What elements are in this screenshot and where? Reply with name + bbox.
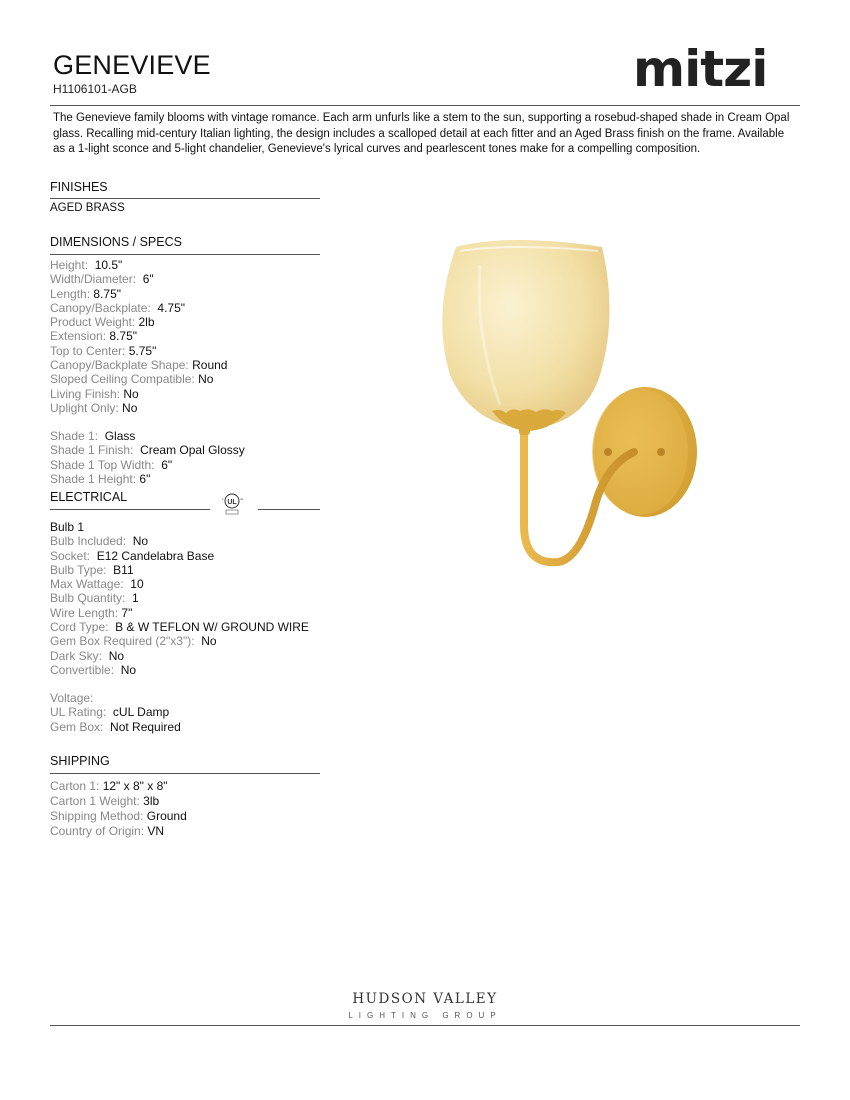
- spec-label: Dark Sky:: [50, 648, 103, 663]
- spec-row-width: [50, 272, 350, 286]
- spec-row-sloped-ceiling: [50, 372, 350, 386]
- voltage-specs: [50, 691, 350, 734]
- spec-row-ul-rating: [50, 705, 350, 719]
- svg-text:UL: UL: [227, 499, 237, 506]
- spec-label: Bulb Included:: [50, 534, 127, 549]
- spec-row-socket: [50, 549, 350, 563]
- spec-value: No: [108, 648, 125, 663]
- spec-row-canopy-shape: [50, 358, 350, 372]
- dimensions-divider: [50, 254, 320, 255]
- spec-row-height: [50, 258, 350, 272]
- spec-row-weight: [50, 315, 350, 329]
- finishes-heading: FINISHES: [50, 180, 108, 194]
- spec-value: cUL Damp: [112, 705, 170, 720]
- spec-value: Cream Opal Glossy: [140, 443, 245, 458]
- spec-value: VN: [147, 824, 165, 838]
- spec-label: Carton 1 Weight:: [50, 794, 140, 808]
- spec-value: No: [198, 372, 214, 387]
- mounting-screw-right: [657, 448, 665, 456]
- spec-label: Bulb Quantity:: [50, 591, 126, 606]
- footer-brand: HUDSON VALLEY: [352, 991, 498, 1007]
- spec-value: 6": [161, 457, 173, 472]
- shipping-heading: SHIPPING: [50, 754, 110, 768]
- spec-label: Shade 1 Height:: [50, 471, 137, 486]
- spec-row-max-wattage: [50, 577, 350, 591]
- spec-label: UL Rating:: [50, 705, 107, 720]
- spec-value: B11: [113, 562, 134, 577]
- product-title: GENEVIEVE: [53, 50, 211, 80]
- spec-row-uplight-only: [50, 401, 350, 415]
- shipping-divider: [50, 773, 320, 774]
- product-description: The Genevieve family blooms with vintage romance. Each arm unfurls like a stem to the sun, supporting a rosebud-shaped shade in Cream Opal glass. Recalling mid-century Italian lighting, the design includes a scalloped detail at each fitter and an Aged Brass finish on the frame. Available as a 1-light sconce and 5-light chandelier, Genevieve's lyrical curves and pearlescent tones make for a compelling composition.: [53, 112, 790, 155]
- spec-value: 10.5": [94, 258, 123, 272]
- spec-row-country-of-origin: [50, 824, 350, 839]
- spec-row-dark-sky: [50, 649, 350, 663]
- spec-label: Uplight Only:: [50, 400, 119, 415]
- spec-label: Gem Box:: [50, 719, 104, 734]
- spec-value: 6": [142, 272, 154, 287]
- spec-row-top-to-center: [50, 344, 350, 358]
- spec-label: Product Weight:: [50, 315, 136, 330]
- spec-label: Shade 1:: [50, 429, 99, 443]
- spec-row-shipping-method: [50, 809, 350, 824]
- spec-row-shade-finish: [50, 443, 350, 457]
- spec-value: 1: [132, 591, 139, 606]
- svg-text:us: us: [240, 497, 244, 501]
- spec-label: Living Finish:: [50, 386, 121, 401]
- spec-label: Carton 1:: [50, 779, 100, 793]
- svg-text:c: c: [222, 497, 224, 501]
- electrical-heading: ELECTRICAL: [50, 490, 128, 504]
- ul-listed-icon: [218, 492, 246, 516]
- spec-label: Top to Center:: [50, 343, 126, 358]
- spec-label: Length:: [50, 286, 91, 301]
- footer-divider: [50, 1025, 800, 1026]
- spec-value: 8.75": [93, 286, 122, 301]
- shipping-specs: [50, 779, 350, 839]
- spec-label: Canopy/Backplate:: [50, 300, 151, 315]
- spec-row-bulb-quantity: [50, 591, 350, 605]
- spec-row-canopy: [50, 301, 350, 315]
- finishes-divider: [50, 198, 320, 199]
- spec-value: Ground: [146, 809, 187, 823]
- product-sku: H1106101-AGB: [53, 82, 137, 96]
- spec-value: 8.75": [109, 329, 138, 344]
- bulb-heading: [50, 520, 350, 534]
- spec-value: No: [120, 662, 137, 677]
- dimensions-heading: DIMENSIONS / SPECS: [50, 235, 182, 249]
- spec-row-shade-top-width: [50, 458, 350, 472]
- spec-value: No: [123, 386, 139, 401]
- spec-row-carton-weight: [50, 794, 350, 809]
- spec-row-gem-box-required: [50, 634, 350, 648]
- spec-label: Convertible:: [50, 662, 115, 677]
- spec-value: Glass: [104, 429, 136, 443]
- scalloped-fitter: [492, 409, 566, 431]
- spec-value: No: [132, 534, 149, 549]
- spec-label: Shipping Method:: [50, 809, 144, 823]
- spec-label: Voltage:: [50, 691, 94, 705]
- backplate: [592, 387, 697, 517]
- spec-row-carton: [50, 779, 350, 794]
- spec-row-length: [50, 287, 350, 301]
- spec-label: Cord Type:: [50, 620, 109, 635]
- spec-value: B & W TEFLON W/ GROUND WIRE: [115, 620, 309, 635]
- spec-label: Wire Length:: [50, 605, 119, 620]
- spec-label: Shade 1 Top Width:: [50, 457, 155, 472]
- shade-specs: [50, 429, 350, 486]
- bulb-heading-text: Bulb 1: [50, 520, 85, 534]
- spec-value: 6": [139, 471, 151, 486]
- glass-shade: [442, 240, 609, 429]
- spec-label: Sloped Ceiling Compatible:: [50, 372, 195, 387]
- spec-value: E12 Candelabra Base: [96, 548, 215, 563]
- spec-label: Canopy/Backplate Shape:: [50, 358, 189, 373]
- spec-row-shade: [50, 429, 350, 443]
- spec-row-extension: [50, 329, 350, 343]
- spec-row-bulb-included: [50, 534, 350, 548]
- spec-label: Bulb Type:: [50, 562, 107, 577]
- spec-label: Gem Box Required (2"x3"):: [50, 634, 195, 649]
- spec-label: Shade 1 Finish:: [50, 443, 134, 458]
- electrical-specs: [50, 520, 350, 677]
- spec-value: Not Required: [110, 719, 181, 734]
- spec-label: Country of Origin:: [50, 824, 145, 838]
- spec-label: Extension:: [50, 329, 107, 344]
- spec-value: 4.75": [157, 300, 186, 315]
- spec-label: Height:: [50, 258, 89, 272]
- spec-value: 10: [130, 577, 144, 592]
- mounting-screw-left: [604, 448, 612, 456]
- spec-value: Round: [192, 358, 228, 373]
- spec-value: No: [122, 400, 138, 415]
- spec-label: Width/Diameter:: [50, 272, 137, 287]
- spec-row-bulb-type: [50, 563, 350, 577]
- spec-value: No: [201, 634, 217, 649]
- spec-row-cord-type: [50, 620, 350, 634]
- spec-label: Socket:: [50, 548, 91, 563]
- spec-row-gem-box: [50, 720, 350, 734]
- finish-value: AGED BRASS: [50, 202, 125, 214]
- spec-row-living-finish: [50, 387, 350, 401]
- spec-row-convertible: [50, 663, 350, 677]
- spec-value: 12" x 8" x 8": [102, 779, 168, 793]
- product-image: [420, 225, 720, 575]
- spec-value: 7": [121, 605, 133, 620]
- spec-value: 5.75": [128, 343, 157, 358]
- electrical-divider-left: [50, 509, 210, 510]
- dimensions-specs: [50, 258, 350, 415]
- footer-subtitle: LIGHTING GROUP: [348, 1011, 502, 1020]
- spec-row-shade-height: [50, 472, 350, 486]
- spec-label: Max Wattage:: [50, 577, 124, 592]
- electrical-divider-right: [258, 509, 320, 510]
- spec-row-voltage: [50, 691, 350, 705]
- spec-row-wire-length: [50, 606, 350, 620]
- spec-value: 2lb: [138, 315, 155, 330]
- spec-value: 3lb: [143, 794, 160, 808]
- header-divider: [50, 105, 800, 106]
- brand-logo: mitzi: [633, 40, 768, 98]
